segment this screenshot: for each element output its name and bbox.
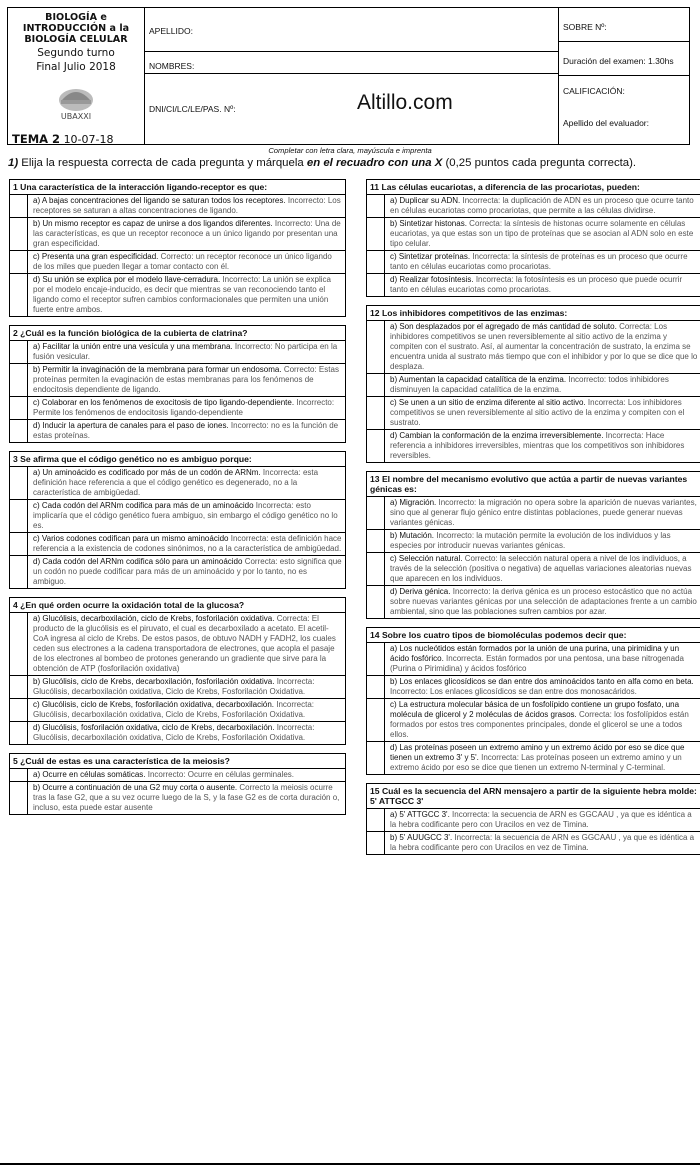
answer-option <box>10 613 345 676</box>
answer-explanation: Incorrecta: Los inhibidores competitivos se unen reversiblemente al sitio activo de la enzima y compiten con el sustrato. <box>390 398 685 427</box>
question-title: 15 Cuál es la secuencia del ARN mensajero a partir de la siguiente hebra molde: 5' ATTGCC 3' <box>367 784 700 809</box>
answer-text <box>28 420 345 442</box>
answer-checkbox[interactable] <box>367 699 385 741</box>
answer-checkbox[interactable] <box>10 699 28 721</box>
questions-left-column <box>9 179 346 815</box>
answer-statement: a) Glucólisis, decarboxilación, ciclo de Krebs, fosforilación oxidativa. <box>33 614 275 623</box>
answer-explanation: Incorrecta: esta definición hace referencia a que el código genético es degenerado, no a la característica de ambigüedad. <box>33 468 319 497</box>
answer-explanation: Incorrecta: esto implicaría que el código genético fuera ambiguo, sin embargo el código genético no lo es. <box>33 501 338 530</box>
answer-option <box>367 321 700 374</box>
answer-statement: b) Glucólisis, ciclo de Krebs, decarboxilación, fosforilación oxidativa. <box>33 677 275 686</box>
answer-statement: a) Son desplazados por el agregado de más cantidad de soluto. <box>390 322 617 331</box>
answer-explanation: Correcta: Los inhibidores competitivos se unen reversiblemente al sitio activo de la enzima y compiten con el sustrato. Así, al aumentar la concentración de sustrato, la enzima se encuentra unida al sustrato más tiempo que con el inhibidor y por lo que se dice que lo desplaza. <box>390 322 698 371</box>
answer-checkbox[interactable] <box>367 218 385 250</box>
answer-explanation: Correcto la meiosis ocurre tras la fase G2, que a su vez ocurre luego de la S, y la fase G2 es de corta duración o, incluso, esta puede estar ausente <box>33 783 340 812</box>
instruction-points: (0,25 puntos cada pregunta correcta). <box>442 157 637 169</box>
answer-statement: a) Ocurre en células somáticas. <box>33 770 146 779</box>
question-title: 4 ¿En qué orden ocurre la oxidación total de la glucosa? <box>10 598 345 613</box>
question-title: 12 Los inhibidores competitivos de las enzimas: <box>367 306 700 321</box>
answer-option <box>367 497 700 530</box>
answer-statement: b) 5' AUUGCC 3'. <box>390 833 453 842</box>
question-block <box>9 325 346 443</box>
answer-explanation: Incorrecto: la deriva génica es un proceso estocástico que no actúa sobre nuevas variantes génicas por una selección de adaptaciones frente a un cambio ambiental, sino que las poblaciones sufren cambios por azar. <box>390 587 697 616</box>
tema-label: TEMA 2 <box>12 132 61 146</box>
answer-statement: b) Los enlaces glicosídicos se dan entre dos aminoácidos tanto en alfa como en beta. <box>390 677 694 686</box>
sobre-field[interactable]: SOBRE Nº: <box>563 22 607 32</box>
answer-text <box>28 533 345 555</box>
question-title: 3 Se afirma que el código genético no es ambiguo porque: <box>10 452 345 467</box>
answer-option <box>10 500 345 533</box>
instruction-text: Elija la respuesta correcta de cada pregunta y márquela <box>18 157 307 169</box>
answer-option <box>367 374 700 397</box>
answer-option <box>10 769 345 782</box>
answer-statement: a) A bajas concentraciones del ligando se saturan todos los receptores. <box>33 196 286 205</box>
answer-checkbox[interactable] <box>10 218 28 250</box>
question-title: 14 Sobre los cuatro tipos de biomoléculas podemos decir que: <box>367 628 700 643</box>
answer-checkbox[interactable] <box>10 500 28 532</box>
answer-option <box>10 467 345 500</box>
question-block <box>366 305 700 463</box>
answer-checkbox[interactable] <box>10 364 28 396</box>
answer-option <box>10 722 345 745</box>
answer-statement: d) Inducir la apertura de canales para el paso de iones. <box>33 421 229 430</box>
answer-explanation: Incorrecto: todos inhibidores disminuyen la capacidad catalítica de la enzima. <box>390 375 669 394</box>
watermark-text: Altillo.com <box>357 91 453 114</box>
answer-text <box>28 699 345 721</box>
answer-checkbox[interactable] <box>10 556 28 588</box>
answer-text <box>28 782 345 814</box>
answer-checkbox[interactable] <box>10 341 28 363</box>
answer-statement: b) Permitir la invaginación de la membrana para formar un endosoma. <box>33 365 282 374</box>
answer-checkbox[interactable] <box>10 467 28 499</box>
answer-statement: d) Cambian la conformación de la enzima irreversiblemente. <box>390 431 604 440</box>
answer-option <box>10 676 345 699</box>
answer-text <box>385 321 700 373</box>
answer-explanation: Incorrecto: Los enlaces glicosídicos se dan entre dos monosacáridos. <box>390 687 637 696</box>
answer-option <box>10 341 345 364</box>
answer-explanation: Incorrecta: Glucólisis, decarboxilación oxidativa, Ciclo de Krebs, Fosforilación Oxidativa. <box>33 700 315 719</box>
answer-statement: d) Las proteínas poseen un extremo amino y un extremo ácido por eso se dice que tienen un extremo 3' y 5'. <box>390 743 685 762</box>
calificacion-field[interactable]: CALIFICACIÓN: <box>563 86 625 96</box>
answer-text <box>385 374 700 396</box>
answer-statement: d) Deriva génica. <box>390 587 451 596</box>
answer-checkbox[interactable] <box>367 809 385 831</box>
answer-statement: c) Colaborar en los fenómenos de exocitosis de tipo ligando-dependiente. <box>33 398 295 407</box>
answer-explanation: Incorrecta: la secuencia de ARN es GGCAAU , ya que es idéntica a la hebra codificante pero con Uracilos en vez de Timina. <box>390 833 695 852</box>
answer-explanation: Incorrecta: Glucólisis, decarboxilación oxidativa, Ciclo de Krebs, Fosforilación Oxidativa. <box>33 677 315 696</box>
answer-explanation: Incorrecta: la síntesis de proteínas es un proceso que ocurre tanto en células eucariotas como procariotas. <box>390 252 688 271</box>
answer-text <box>385 430 700 462</box>
answer-text <box>385 809 700 831</box>
answer-explanation: Correcta: los fosfolípidos están formados por estos tres componentes principales, donde el glicerol se une a todos ellos. <box>390 710 689 739</box>
answer-option <box>10 397 345 420</box>
answer-checkbox[interactable] <box>367 586 385 618</box>
answer-option <box>10 420 345 443</box>
answer-statement: a) Duplicar su ADN. <box>390 196 461 205</box>
answer-text <box>385 251 700 273</box>
answer-option <box>367 274 700 297</box>
answer-option <box>367 218 700 251</box>
answer-checkbox[interactable] <box>10 397 28 419</box>
question-title: 1 Una característica de la interacción ligando-receptor es que: <box>10 180 345 195</box>
answer-text <box>28 251 345 273</box>
answer-text <box>28 769 345 781</box>
answer-statement: c) Cada codón del ARNm codifica para más de un aminoácido <box>33 501 254 510</box>
answer-text <box>385 586 700 618</box>
question-title: 5 ¿Cuál de estas es una característica de la meiosis? <box>10 754 345 769</box>
question-block <box>366 627 700 775</box>
answer-statement: c) Varios codones codifican para un mismo aminoácido <box>33 534 229 543</box>
answer-statement: c) Presenta una gran especificidad. <box>33 252 159 261</box>
answer-statement: d) Realizar fotosíntesis. <box>390 275 474 284</box>
logo-text: UBAXXI <box>60 112 92 121</box>
answer-text <box>385 497 700 529</box>
answer-text <box>385 699 700 741</box>
exam-name: Final Julio 2018 <box>36 61 116 73</box>
question-block <box>366 783 700 855</box>
answer-explanation: Incorrecto: Permite los fenómenos de endocitosis ligando-dependiente <box>33 398 335 417</box>
question-title: 13 El nombre del mecanismo evolutivo que actúa a partir de nuevas variantes génicas es: <box>367 472 700 497</box>
questions-right-column <box>366 179 700 855</box>
answer-text <box>385 397 700 429</box>
answer-explanation: Incorrecto: la mutación permite la evolución de los individuos y las especies por introducir nuevas variantes génicas. <box>390 531 671 550</box>
duracion-label: Duración del examen: 1.30hs <box>563 56 674 66</box>
answer-statement: b) Aumentan la capacidad catalítica de la enzima. <box>390 375 567 384</box>
nombres-field[interactable]: NOMBRES: <box>149 61 195 71</box>
instruction-emphasis: en el recuadro con una X <box>306 157 443 169</box>
answer-text <box>28 341 345 363</box>
answer-text <box>28 218 345 250</box>
answer-checkbox[interactable] <box>10 274 28 316</box>
answer-text <box>385 553 700 585</box>
answer-explanation: Incorrecto: Los receptores se saturan a altas concentraciones de ligando. <box>33 196 341 215</box>
answer-text <box>28 364 345 396</box>
answer-statement: b) Ocurre a continuación de una G2 muy corta o ausente. <box>33 783 238 792</box>
answer-explanation: Incorrecto: la migración no opera sobre la aparición de nuevas variantes, sino que al generar flujo génico entre distintas poblaciones, puede generar nuevas variantes génicas. <box>390 498 697 527</box>
answer-statement: d) Su unión se explica por el modelo llave-cerradura. <box>33 275 221 284</box>
answer-text <box>28 467 345 499</box>
answer-explanation: Incorrecto: La unión se explica por el modelo encaje-inducido, es decir que mientras se van reconociendo tanto el ligando como el receptor sufren cambios conformacionales que permiten una unión fuerte entre ambos. <box>33 275 331 314</box>
answer-option <box>367 643 700 676</box>
answer-explanation: Incorrecto: Ocurre en células germinales. <box>147 770 295 779</box>
answer-checkbox[interactable] <box>10 722 28 744</box>
answer-statement: b) Mutación. <box>390 531 435 540</box>
fill-note: Completar con letra clara, mayúscula e imprenta <box>268 146 432 155</box>
answer-option <box>10 218 345 251</box>
answer-checkbox[interactable] <box>367 374 385 396</box>
answer-statement: c) Se unen a un sitio de enzima diferente al sitio activo. <box>390 398 586 407</box>
answer-explanation: Incorrecta: Glucólisis, decarboxilación oxidativa, Ciclo de Krebs, Fosforilación Oxidativa. <box>33 723 315 742</box>
answer-option <box>10 782 345 815</box>
answer-explanation: Incorrecta: la duplicación de ADN es un proceso que ocurre tanto en células eucariotas como procariotas, que permite a las células dividirse. <box>390 196 694 215</box>
answer-checkbox[interactable] <box>367 397 385 429</box>
answer-explanation: Correcta: la síntesis de histonas ocurre solamente en células eucariotas, ya que estas son un tipo de proteínas que se asocian al ADN solo en este tipo celular. <box>390 219 694 248</box>
answer-text <box>28 556 345 588</box>
instruction-line <box>8 157 636 169</box>
answer-option <box>10 699 345 722</box>
answer-option <box>367 676 700 699</box>
answer-checkbox[interactable] <box>10 420 28 442</box>
answer-option <box>10 195 345 218</box>
apellido-field[interactable]: APELLIDO: <box>149 26 193 36</box>
answer-text <box>385 742 700 774</box>
answer-checkbox[interactable] <box>367 832 385 854</box>
dni-field[interactable]: DNI/CI/LC/LE/PAS. Nº: <box>149 104 236 114</box>
answer-explanation: Correcto: la selección natural opera a nivel de los individuos, a través de la selección (positiva o negativa) de aquellas variaciones aleatorias nuevas que aparecen en los individuos. <box>390 554 692 583</box>
question-block <box>366 471 700 619</box>
ubaxxi-logo <box>48 86 104 124</box>
answer-checkbox[interactable] <box>367 430 385 462</box>
tema-date: 10-07-18 <box>63 133 114 146</box>
answer-option <box>367 586 700 619</box>
student-fields <box>144 8 559 144</box>
answer-text <box>28 195 345 217</box>
answer-option <box>367 397 700 430</box>
answer-statement: d) Cada codón del ARNm codifica sólo para un aminoácido <box>33 557 243 566</box>
question-block <box>9 753 346 815</box>
answer-option <box>367 742 700 775</box>
answer-statement: a) Facilitar la unión entre una vesícula y una membrana. <box>33 342 233 351</box>
answer-option <box>10 556 345 589</box>
answer-checkbox[interactable] <box>10 769 28 781</box>
answer-option <box>10 533 345 556</box>
tema-line <box>12 132 114 146</box>
institution-name: BIOLOGÍA e INTRODUCCIÓN a la BIOLOGÍA CELULAR <box>22 12 130 45</box>
answer-checkbox[interactable] <box>367 530 385 552</box>
answer-statement: b) Sintetizar histonas. <box>390 219 467 228</box>
answer-text <box>385 676 700 698</box>
question-block <box>9 179 346 317</box>
answer-explanation: Incorrecto: Una de las características, es que un receptor reconoce a un único ligando por presentan una gran especificidad. <box>33 219 341 248</box>
answer-checkbox[interactable] <box>367 195 385 217</box>
answer-text <box>385 218 700 250</box>
instruction-number: 1) <box>8 157 19 169</box>
institution-block <box>8 8 145 144</box>
answer-statement: c) Sintetizar proteínas. <box>390 252 471 261</box>
answer-statement: a) Migración. <box>390 498 437 507</box>
answer-checkbox[interactable] <box>10 613 28 675</box>
answer-checkbox[interactable] <box>367 274 385 296</box>
answer-checkbox[interactable] <box>10 195 28 217</box>
answer-option <box>10 251 345 274</box>
answer-explanation: Incorrecta. Están formados por una pentosa, una base nitrogenada (Purina o Pirimidina) y ácidos fosfórico <box>390 654 684 673</box>
bottom-rule <box>0 1163 700 1165</box>
answer-explanation: Correcto: un receptor reconoce un único ligando de los miles que pueden llegar a tomar contacto con él. <box>33 252 332 271</box>
answer-text <box>28 397 345 419</box>
question-title: 2 ¿Cuál es la función biológica de la cubierta de clatrina? <box>10 326 345 341</box>
answer-checkbox[interactable] <box>10 533 28 555</box>
answer-statement: a) Los nucleótidos están formados por la unión de una purina, una pirimidina y un ácido fosfórico. <box>390 644 680 663</box>
answer-statement: c) Selección natural. <box>390 554 463 563</box>
answer-statement: c) Glucólisis, ciclo de Krebs, fosforilación oxidativa, decarboxilación. <box>33 700 274 709</box>
answer-checkbox[interactable] <box>367 321 385 373</box>
answer-text <box>385 195 700 217</box>
answer-option <box>367 832 700 855</box>
answer-explanation: Incorrecto: No participa en la fusión vesicular. <box>33 342 338 361</box>
answer-statement: a) 5' ATTGCC 3'. <box>390 810 450 819</box>
answer-explanation: Incorrecta: Hace referencia a inhibidores irreversibles, mientras que los competitivos son inhibidores reversibles. <box>390 431 685 460</box>
answer-checkbox[interactable] <box>367 251 385 273</box>
answer-statement: b) Un mismo receptor es capaz de unirse a dos ligandos diferentes. <box>33 219 273 228</box>
answer-checkbox[interactable] <box>367 742 385 774</box>
answer-checkbox[interactable] <box>10 782 28 814</box>
answer-text <box>385 274 700 296</box>
answer-option <box>367 530 700 553</box>
answer-checkbox[interactable] <box>367 497 385 529</box>
answer-statement: c) La estructura molecular básica de un fosfolípido contiene un grupo fosfato, una molécula de glicerol y 2 moléculas de ácidos grasos. <box>390 700 680 719</box>
answer-explanation: Incorrecta: Las proteínas poseen un extremo amino y un extremo ácido por eso se dice que tienen un extremo N-terminal y C-terminal. <box>390 753 682 772</box>
answer-text <box>385 643 700 675</box>
answer-checkbox[interactable] <box>367 553 385 585</box>
answer-checkbox[interactable] <box>367 643 385 675</box>
evaluador-field[interactable]: Apellido del evaluador: <box>563 118 650 128</box>
answer-option <box>10 364 345 397</box>
exam-turn: Segundo turno <box>37 47 115 59</box>
answer-option <box>367 699 700 742</box>
answer-text <box>385 832 700 854</box>
answer-explanation: Incorrecto: no es la función de estas proteínas. <box>33 421 339 440</box>
answer-option <box>367 553 700 586</box>
answer-option <box>367 195 700 218</box>
answer-explanation: Correcta: El producto de la glucólisis es el piruvato, el cual es decarboxilado a acetato. El acetil-CoA ingresa al ciclo de Krebs. De estos pasos, de obtuvo NADH y FADH2, los cuales ceden sus electrones a la cadena transportadora de electrones, que acopla el pasaje de los electrones al bombeo de protones generando un gradiente que sirve para la obtención de ATP (fosforilación oxidativa) <box>33 614 336 673</box>
question-block <box>9 597 346 745</box>
answer-explanation: Correcto: Estas proteínas permiten la evaginación de estas membranas para los fenómenos de endocitosis dependiente de ligando. <box>33 365 339 394</box>
answer-explanation: Correcta: esto significa que un codón no puede codificar para más de un aminoácido y por lo tanto, no es ambiguo. <box>33 557 342 586</box>
answer-text <box>28 676 345 698</box>
answer-text <box>385 530 700 552</box>
answer-statement: d) Glucólisis, fosforilación oxidativa, ciclo de Krebs, decarboxilación. <box>33 723 275 732</box>
exam-header <box>7 7 690 145</box>
answer-text <box>28 722 345 744</box>
answer-text <box>28 500 345 532</box>
answer-text <box>28 274 345 316</box>
answer-text <box>28 613 345 675</box>
answer-explanation: Incorrecta: la fotosíntesis es un proceso que puede ocurrir tanto en células eucariotas como procariotas. <box>390 275 683 294</box>
answer-checkbox[interactable] <box>10 676 28 698</box>
answer-checkbox[interactable] <box>10 251 28 273</box>
answer-checkbox[interactable] <box>367 676 385 698</box>
answer-option <box>367 251 700 274</box>
answer-option <box>367 809 700 832</box>
answer-explanation: Incorrecta: la secuencia de ARN es GGCAAU , ya que es idéntica a la hebra codificante pero con Uracilos en vez de Timina. <box>390 810 692 829</box>
answer-option <box>10 274 345 317</box>
question-title: 11 Las células eucariotas, a diferencia de las procariotas, pueden: <box>367 180 700 195</box>
grading-fields <box>558 8 689 144</box>
question-block <box>9 451 346 589</box>
answer-statement: a) Un aminoácido es codificado por más de un codón de ARNm. <box>33 468 261 477</box>
answer-explanation: Incorrecta: esta definición hace referencia a la existencia de codones sinónimos, no a la característica de ambigüedad. <box>33 534 342 553</box>
question-block <box>366 179 700 297</box>
answer-option <box>367 430 700 463</box>
